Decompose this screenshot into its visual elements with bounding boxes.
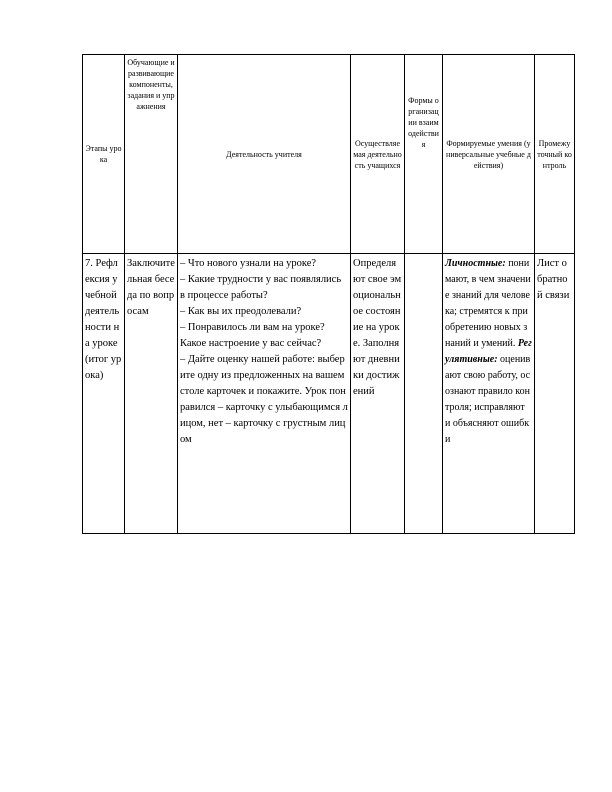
lesson-plan-table xyxy=(82,54,575,534)
cell-stage: 7. Рефлексия учебной деятельности на уроке (итог урока) xyxy=(83,254,125,534)
regulatory-skills-label: Регулятивные: xyxy=(445,338,532,365)
cell-forms xyxy=(405,254,443,534)
cell-students: Определяют свое эмоциональное состояние на уроке. Заполняют дневники достижений xyxy=(351,254,405,534)
cell-teacher xyxy=(178,254,351,534)
header-control: Промежуточный контроль xyxy=(535,55,575,254)
regulatory-skills-text: оценивают свою работу, осознают правило контроля; исправляют и объясняют ошибки xyxy=(445,354,531,445)
header-skills: Формируемые умения (универсальные учебные действия) xyxy=(443,55,535,254)
teacher-line: – Как вы их преодолевали? xyxy=(180,306,302,317)
header-students: Осуществляемая деятельность учащихся xyxy=(351,55,405,254)
teacher-line: – Что нового узнали на уроке? xyxy=(180,258,317,269)
header-tasks: Обучающие и развивающие компоненты, задания и упражнения xyxy=(125,55,178,254)
cell-skills xyxy=(443,254,535,534)
cell-task: Заключительная беседа по вопросам xyxy=(125,254,178,534)
table-header-row xyxy=(83,55,575,254)
table-row xyxy=(83,254,575,534)
teacher-line: – Понравилось ли вам на уроке? xyxy=(180,322,325,333)
header-stages: Этапы урока xyxy=(83,55,125,254)
header-teacher: Деятельность учителя xyxy=(178,55,351,254)
cell-control: Лист обратной связи xyxy=(535,254,575,534)
personal-skills-text: понимают, в чем значение знаний для человека; стремятся к приобретению новых знаний и умений. xyxy=(445,258,531,349)
teacher-line: Какое настроение у вас сейчас? xyxy=(180,338,322,349)
personal-skills-label: Личностные: xyxy=(445,258,506,269)
teacher-line: – Какие трудности у вас появлялись в процессе работы? xyxy=(180,274,342,301)
teacher-line: – Дайте оценку нашей работе: выберите одну из предложенных на вашем столе карточек и покажите. Урок понравился – карточку с улыбающимся лицом, нет – карточку с грустным лицом xyxy=(180,354,348,445)
header-forms: Формы организации взаимодействия xyxy=(405,55,443,254)
